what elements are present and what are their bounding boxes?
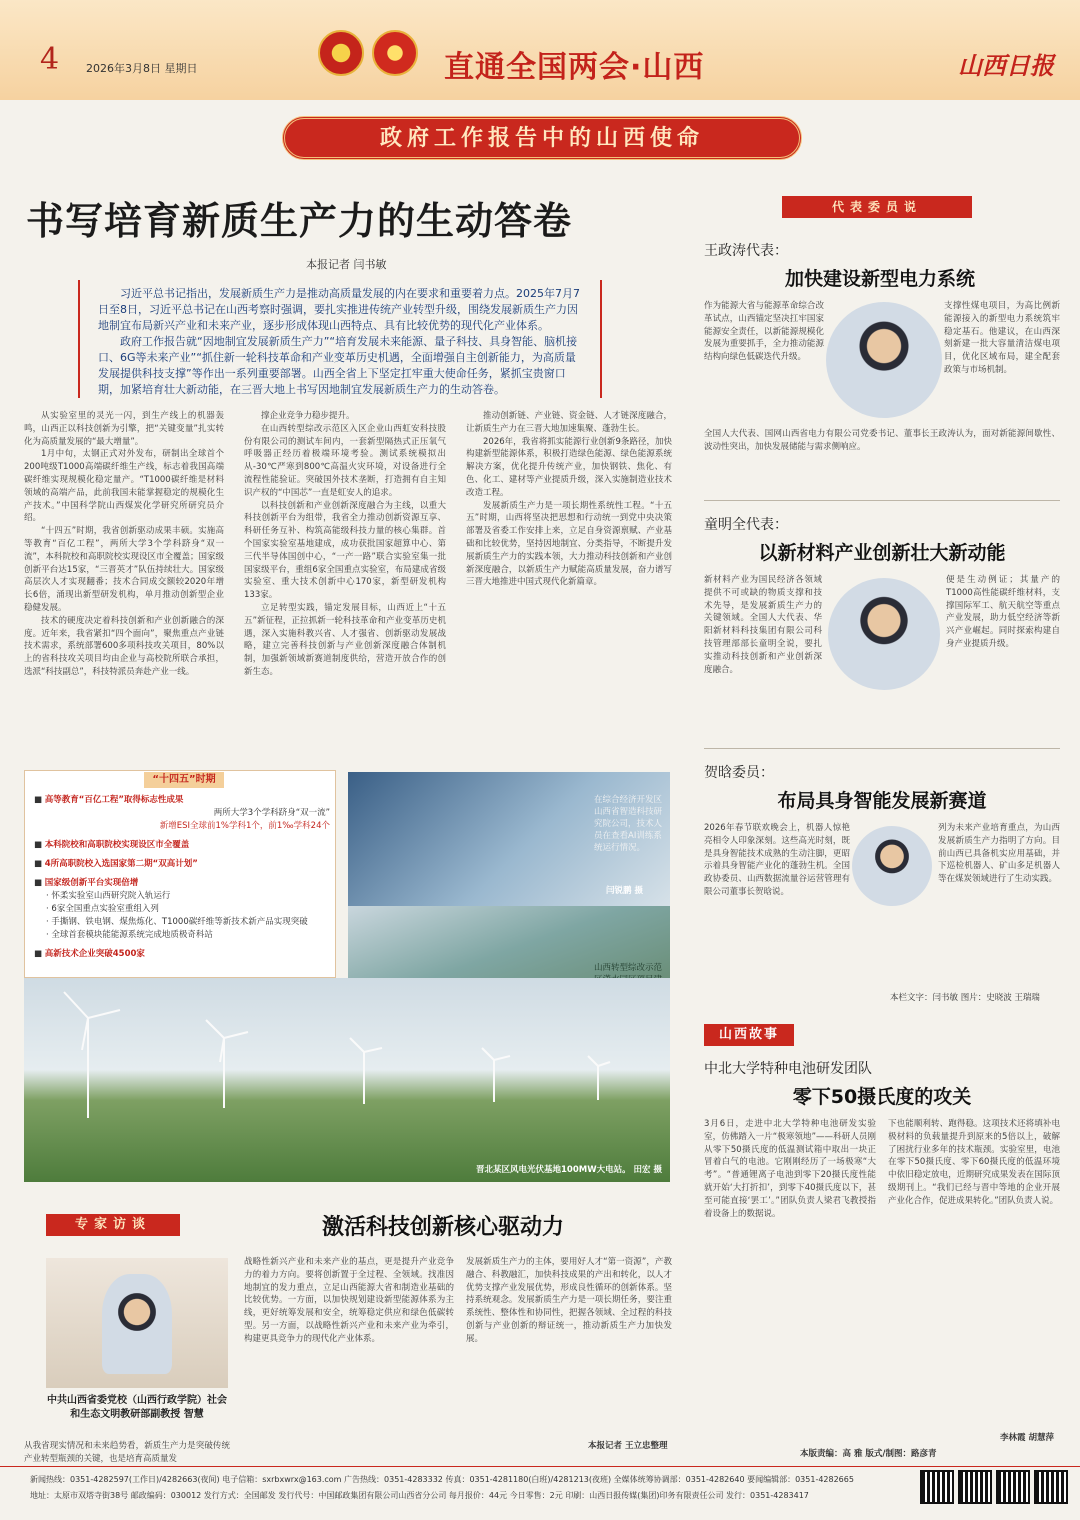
rep-text: 全国人大代表、国网山西省电力有限公司党委书记、董事长王政涛认为，面对新能源间歇性、波动性突出，加快发展储能与需求侧响应。 xyxy=(704,429,1060,452)
story-tag: 山西故事 xyxy=(704,1024,794,1046)
photo-caption: 在综合经济开发区山西省智造科技研究院公司，技术人员在查看AI训练系统运行情况。 xyxy=(594,795,663,853)
item-head: 4所高职院校入选国家第二期“双高计划” xyxy=(44,859,198,869)
avatar xyxy=(852,826,932,906)
item-text: 怀柔实验室山西研究院入轨运行 xyxy=(51,891,171,901)
rep-headline[interactable]: 以新材料产业创新壮大新动能 xyxy=(758,542,1006,564)
footer-contacts: 新闻热线：0351-4282597(工作日)/4282663(夜间) 电子信箱：sxrbxwrx@163.com 广告热线：0351-4283332 传真：0351-4281180(白班)/4281213(夜班) 全媒体统筹协调部：0351-4282640 要闻编辑部：0351-4282665 xyxy=(30,1475,854,1484)
paragraph: 推动创新链、产业链、资金链、人才链深度融合，让新质生产力在三晋大地加速集聚、蓬勃生长。 xyxy=(466,411,672,434)
item-sub: 新增ESI全球前1%学科1个，前1‰学科24个 xyxy=(159,821,330,831)
paragraph: 2026年，我省将抓实能源行业创新9条路径，加快构建新型能源体系，积极打造绿色能源、绿色能源系统解决方案，优化提升传统产业，加快钢铁、焦化、有色、化工、建材等产业提质升级，深入实施制造业技术改造工程。 xyxy=(466,436,672,498)
expert-tag: 专家访谈 xyxy=(46,1214,180,1236)
story-subtitle: 中北大学特种电池研发团队 xyxy=(704,1061,872,1077)
paragraph: 技术的硬度决定着科技创新和产业创新融合的深度。近年来，我省紧扣“四个面向”，聚焦重点产业链技术需求，系统部署600多项科技攻关项目，80%以上的省科技攻关项目均由企业与高校院所联合承担，选派“科技副总”，科技特派员奔赴产业一线。 xyxy=(24,615,224,677)
item-sub: · 怀柔实验室山西研究院入轨运行 xyxy=(46,891,171,901)
topic-banner xyxy=(282,116,802,160)
rep-name: 贺晗委员： xyxy=(704,765,774,781)
rep-text: 便是生动例证；其量产的T1000高性能碳纤维材料，支撑国际军工、航天航空等重点产业发展，助力低空经济等新兴产业崛起。同时探索构建自身产业提质升级。 xyxy=(946,575,1060,649)
qr-code-icon[interactable] xyxy=(920,1470,954,1504)
newspaper-logo: 山西日报 xyxy=(958,51,1054,80)
paragraph: 立足转型实践，锚定发展目标，山西近上“十五五”新征程，正拉抓新一轮科技革命和产业变革历史机遇，深入实施科教兴省、人才强省、创新驱动发展战略，建立完善科技创新与产业创新深度融合体制机制，加强新领域新赛道制度供给，营造开放合作的创新生态。 xyxy=(244,602,446,677)
paragraph: 以科技创新和产业创新深度融合为主线，以重大科技创新平台为组带，我省全力推动创新资源互享、科研任务互补、构筑高能级科技力量的核心集群。首个国家实验室基地建成，成功获批国家超算中心、第三代半导体国创中心，“一产一路”联合实验室集一批国家级平台，重组6家全国重点实验室，布局建成省级实验室、重大技术创新中心170家，新型研发机构133家。 xyxy=(244,500,446,601)
expert-photo xyxy=(46,1258,228,1388)
rep-headline[interactable]: 加快建设新型电力系统 xyxy=(784,268,975,290)
page-number: 4 xyxy=(40,42,60,77)
list-item: ■ 国家级创新平台实现倍增 xyxy=(34,878,139,888)
wind-turbines-graphic xyxy=(24,978,670,1182)
item-head: 高等教育“百亿工程”取得标志性成果 xyxy=(44,795,184,805)
expert-column-1: 战略性新兴产业和未来产业的基点，更是提升产业竞争力的着力方向。要将创新置于全过程、全领域。找准因地制宜的发力重点，立足山西能源大省和制造业基础的比较优势。一方面，以加快规划建设新型能源体系为主线，更好统筹发展和安全，统筹稳定供应和绿色低碳转型。另一方面，以战略性新兴产业和未来产业为牵引，构建更具竞争力的现代化产业体系。 xyxy=(244,1257,454,1344)
paragraph: 在山西转型综改示范区入区企业山西虹安科技股份有限公司的测试车间内，一套新型隔热式正压氧气呼吸器正经历着极端环境考验。测试系统模拟出从-30℃严寒到800℃高温火灾环境，对设备进行全流程性能验证。突破国外技术垄断，打造拥有自主知识产权的“中国芯”一直是虹安人的追求。 xyxy=(244,423,446,498)
paragraph: 发展新质生产力是一项长期性系统性工程。“十五五”时期，山西将坚决把思想和行动统一到党中央决策部署及省委工作安排上来，立足自身资源禀赋、产业基础和比较优势，坚持因地制宜、分类指导，不断提升发展新质生产力的实践本领，大力推动科技创新和产业创新深度融合，以新质生产力赋能高质量发展，奋力谱写三晋大地推进中国式现代化新篇章。 xyxy=(466,500,672,588)
editor-line: 本版责编：高 雅 版式/制图：路彦青 xyxy=(800,1449,937,1459)
list-item: ■ 高新技术企业突破4500家 xyxy=(34,949,145,959)
rep-name: 王政涛代表： xyxy=(704,243,788,259)
rep-text: 作为能源大省与能源革命综合改革试点，山西锚定坚决扛牢国家能源安全责任，以新能源规模化发展为重要抓手，全力推动能源结构向绿色低碳迭代升级。 xyxy=(704,301,824,363)
photo-caption: 山西转型综改示范 xyxy=(594,963,663,973)
story-credit: 李林霞 胡慧萍 xyxy=(1000,1433,1054,1443)
rep-text: 支撑性煤电项目，为高比例新能源接入的新型电力系统筑牢稳定基石。他建议，在山西深刻新建一批大容量清洁煤电项目，优化区域布局，建全配套政策与市场机制。 xyxy=(944,301,1060,375)
paragraph: “十四五”时期，我省创新驱动成果丰硕。实施高等教育“百亿工程”，两所大学3个学科跻身“双一流”，本科院校和高职院校实现设区市全覆盖；国家级创新平台达15家，“三晋英才”队伍持续壮大。国家级高层次人才实现翻番；技术合同成交额较2020年增长6倍，涌现出新型研发机构，单月推动创新型企业稳健发展。 xyxy=(24,526,224,613)
main-headline[interactable]: 书写培育新质生产力的生动答卷 xyxy=(26,199,573,243)
main-column-1 xyxy=(24,410,224,762)
cppcc-emblem-icon xyxy=(372,30,418,76)
story-headline[interactable]: 零下50摄氏度的攻关 xyxy=(792,1086,972,1108)
item-head: 国家级创新平台实现倍增 xyxy=(44,878,139,888)
main-lead xyxy=(78,280,602,398)
qr-code-icon[interactable] xyxy=(1034,1470,1068,1504)
item-head: 高新技术企业突破4500家 xyxy=(44,949,145,959)
achievements-tag: “十四五”时期 xyxy=(144,772,224,788)
expert-headline[interactable]: 激活科技创新核心驱动力 xyxy=(322,1215,565,1240)
expert-caption: 中共山西省委党校（山西行政学院）社会和生态文明教研部副教授 智慧 xyxy=(47,1395,227,1420)
qr-code-icon[interactable] xyxy=(958,1470,992,1504)
paragraph: 撑企业竞争力稳步提升。 xyxy=(261,411,355,421)
list-item: ■ 本科院校和高职院校实现设区市全覆盖 xyxy=(34,840,190,850)
reps-section-tag: 代表委员说 xyxy=(782,196,972,218)
rep-headline[interactable]: 布局具身智能发展新赛道 xyxy=(777,790,987,812)
paragraph: 从实验室里的灵光一闪，到生产线上的机器轰鸣，山西正以科技创新为引擎，把“关键变量”扎实转化为高质量发展的“最大增量”。 xyxy=(24,411,224,447)
photo-credit: 闫锐鹏 摄 xyxy=(606,886,643,896)
item-text: 手撕钢、铁电钢、煤焦炼化、T1000碳纤维等新技术新产品实现突破 xyxy=(51,917,308,927)
expert-lead: 从我省现实情况和未来趋势看，新质生产力是突破传统产业转型瓶颈的关键，也是培育高质量发 xyxy=(24,1441,230,1464)
item-sub: 两所大学3个学科跻身“双一流” xyxy=(213,808,330,818)
reps-credit: 本栏文字：闫书敏 图片：史晓波 王瑞瑞 xyxy=(890,993,1040,1003)
expert-credit: 本报记者 王立忠整理 xyxy=(588,1441,668,1451)
paragraph: 1月中旬，太钢正式对外发布，研制出全球首个200吨级T1000高端碳纤维生产线，标志着我国高端碳纤维实现规模化稳定量产。“T1000碳纤维是材料领域的高端产品，此前我国未能掌握稳定的规模化生产技术。”中国科学院山西煤炭化学研究所研究员介绍。 xyxy=(24,449,224,524)
avatar xyxy=(102,1274,172,1374)
story-column-2: 下也能顺利转、跑得稳。这项技术还将填补电极材料的负载量提升到原来的5倍以上，破解了困扰行业多年的技术瓶颈。实验室里，电池在零下50摄氏度、零下60摄氏度的低温环境中依旧稳定放电，近期研究成果发表在国际顶级期刊上。“我们已经与晋中等地的企业开展产业化合作，促进成果转化。”团队负责人说。 xyxy=(888,1119,1060,1206)
rep-text: 列为未来产业培育重点，为山西发展新质生产力指明了方向。目前山西已具备机实应用基础，并下巡检机器人、矿山多足机器人等在煤炭领域进行了生动实践。 xyxy=(938,823,1060,885)
avatar xyxy=(828,578,940,690)
item-sub: · 手撕钢、铁电钢、煤焦炼化、T1000碳纤维等新技术新产品实现突破 xyxy=(46,917,308,927)
topic-banner-text: 政府工作报告中的山西使命 xyxy=(379,125,704,151)
lead-paragraph: 政府工作报告就“因地制宜发展新质生产力”“培育发展未来能源、量子科技、具身智能、脑机接口、6G等未来产业”“抓住新一轮科技革命和产业变革历史机遇，全面增强自主创新能力，为高质量发展提供科技支撑”等作出一系列重要部署。山西全省上下坚定扛牢重大使命任务，紧抓宝贵窗口期，加紧培育壮大新动能，在三晋大地上书写因地制宜发展新质生产力的生动答卷。 xyxy=(98,335,578,396)
lead-paragraph: 习近平总书记指出，发展新质生产力是推动高质量发展的内在要求和重要着力点。2025年7月7日至8日，习近平总书记在山西考察时强调，要扎实推进传统产业转型升级，围绕发展新质生产力因地制宜布局新兴产业和未来产业，逐步形成体现山西特点、具有比较优势的现代化产业体系。 xyxy=(98,287,580,332)
issue-date: 2026年3月8日 星期日 xyxy=(86,62,198,75)
rep-text: 2026年春节联欢晚会上，机器人惊艳亮相令人印象深刻。这些高光时刻，既是具身智能技术成熟的生动注脚，更昭示着具身智能产业化的蓬勃生机。全国政协委员、山西数据流量谷运营管理有限公司董事长贺晗说。 xyxy=(704,823,850,897)
item-sub: · 6家全国重点实验室重组入列 xyxy=(46,904,159,914)
divider xyxy=(704,748,1060,749)
photo-wind-farm[interactable] xyxy=(24,978,670,1182)
expert-column-2: 发展新质生产力的主体，要用好人才“第一资源”，产教融合、科教融汇，加快科技成果的产出和转化，以人才优势支撑产业发展优势，形成良性循环的创新体系。坚持系统观念。发展新质生产力是一项长期任务，要注重系统性、整体性和协同性，把握各领域、全过程的科技创新与产业创新的辩证统一，推动新质生产力加快发展。 xyxy=(466,1257,672,1344)
qr-code-icon[interactable] xyxy=(996,1470,1030,1504)
list-item: ■ 高等教育“百亿工程”取得标志性成果 xyxy=(34,795,184,805)
main-column-3 xyxy=(466,410,672,762)
achievements-list xyxy=(34,794,330,961)
section-title: 直通全国两会·山西 xyxy=(444,50,705,85)
rep-name: 童明全代表： xyxy=(704,517,788,533)
item-sub: · 全球首套模块能能源系统完成地质极奇科站 xyxy=(46,930,213,940)
item-head: 本科院校和高职院校实现设区市全覆盖 xyxy=(44,840,190,850)
photo-control-room[interactable] xyxy=(348,772,670,906)
item-text: 6家全国重点实验室重组入列 xyxy=(51,904,159,914)
avatar xyxy=(826,302,942,418)
main-column-2 xyxy=(244,410,446,762)
item-text: 全球首套模块能能源系统完成地质极奇科站 xyxy=(51,930,213,940)
story-column-1: 3月6日，走进中北大学特种电池研发实验室，仿佛踏入一片“极寒领地”——科研人员刚从零下50摄氏度的低温测试箱中取出一块正冒着白气的电池。它刚刚经历了一场极寒“大考”。“普通锂离子电池到零下20摄氏度性能就开始‘大打折扣’，到零下40摄氏度以下，甚至可能直接‘罢工’。”团队负责人梁君飞教授指着设备上的数据说。 xyxy=(704,1119,876,1219)
list-item: ■ 4所高职院校入选国家第二期“双高计划” xyxy=(34,859,198,869)
photo-caption: 晋北某区风电光伏基地100MW大电站。 田宏 摄 xyxy=(476,1165,662,1175)
divider xyxy=(704,500,1060,501)
main-byline: 本报记者 闫书敏 xyxy=(306,258,387,271)
footer-address: 地址：太原市双塔寺街38号 邮政编码：030012 发行方式：全国邮发 发行代号：中国邮政集团有限公司山西省分公司 每月报价：44元 今日零售：2元 印刷：山西日报传媒(集团)印务有限责任公司 发行：0351-4283417 xyxy=(30,1491,809,1500)
rep-text: 新材料产业为国民经济各领域提供不可或缺的物质支撑和技术先导，是发展新质生产力的关键领域。全国人大代表、华阳新材料科技集团有限公司科技管理部部长童明全说，要扎实推动科技创新和产业创新深度融合。 xyxy=(704,575,822,675)
national-emblem-icon xyxy=(318,30,364,76)
